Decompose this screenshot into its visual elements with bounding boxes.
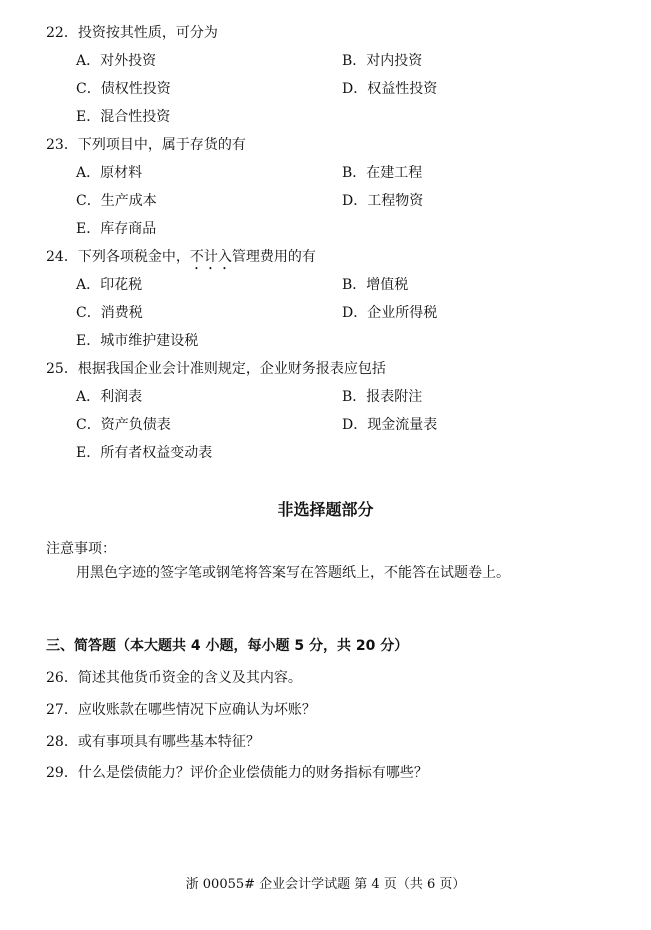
notice-text: 用黑色字迹的签字笔或钢笔将答案写在答题纸上，不能答在试题卷上。: [76, 565, 510, 581]
question-25-option-c: C．资产负债表: [76, 417, 171, 433]
question-22-option-d: D．权益性投资: [342, 81, 438, 97]
page-footer: 浙 00055# 企业会计学试题 第 4 页（共 6 页）: [185, 877, 466, 892]
short-answer-27: 27．应收账款在哪些情况下应确认为坏账？: [46, 702, 316, 718]
question-25-option-e: E．所有者权益变动表: [76, 445, 213, 461]
question-22-option-c: C．债权性投资: [76, 81, 171, 97]
question-22-option-e: E．混合性投资: [76, 109, 171, 125]
question-24-stem-emphasis: 不计入: [189, 249, 232, 265]
question-23-option-b: B．在建工程: [342, 165, 423, 181]
question-24-option-e: E．城市维护建设税: [76, 333, 199, 349]
question-23-option-e: E．库存商品: [76, 221, 157, 237]
question-24-stem-suffix: 管理费用的有: [231, 249, 316, 265]
question-23-stem: 23．下列项目中，属于存货的有: [46, 137, 246, 153]
short-answer-28: 28．或有事项具有哪些基本特征？: [46, 734, 260, 750]
question-23-option-d: D．工程物资: [342, 193, 424, 209]
question-22-stem: 22．投资按其性质，可分为: [46, 25, 218, 41]
question-25-option-d: D．现金流量表: [342, 417, 438, 433]
question-25-option-a: A．利润表: [76, 389, 143, 405]
question-24-option-d: D．企业所得税: [342, 305, 438, 321]
section-title: 非选择题部分: [277, 500, 374, 519]
short-answer-heading: 三、简答题（本大题共 4 小题，每小题 5 分，共 20 分）: [46, 638, 409, 654]
question-23-option-a: A．原材料: [76, 165, 143, 181]
question-25-option-b: B．报表附注: [342, 389, 423, 405]
question-22-option-b: B．对内投资: [342, 53, 423, 69]
question-22-option-a: A．对外投资: [76, 53, 157, 69]
question-24-option-b: B．增值税: [342, 277, 409, 293]
notice-label: 注意事项：: [46, 541, 116, 557]
question-24-stem: [46, 248, 316, 273]
question-23-option-c: C．生产成本: [76, 193, 157, 209]
question-24-option-c: C．消费税: [76, 305, 143, 321]
short-answer-29: 29．什么是偿债能力？评价企业偿债能力的财务指标有哪些？: [46, 765, 428, 781]
short-answer-26: 26．简述其他货币资金的含义及其内容。: [46, 670, 302, 686]
question-24-stem-prefix: 24．下列各项税金中，: [46, 249, 190, 265]
question-25-stem: 25．根据我国企业会计准则规定，企业财务报表应包括: [46, 361, 386, 377]
question-24-option-a: A．印花税: [76, 277, 143, 293]
